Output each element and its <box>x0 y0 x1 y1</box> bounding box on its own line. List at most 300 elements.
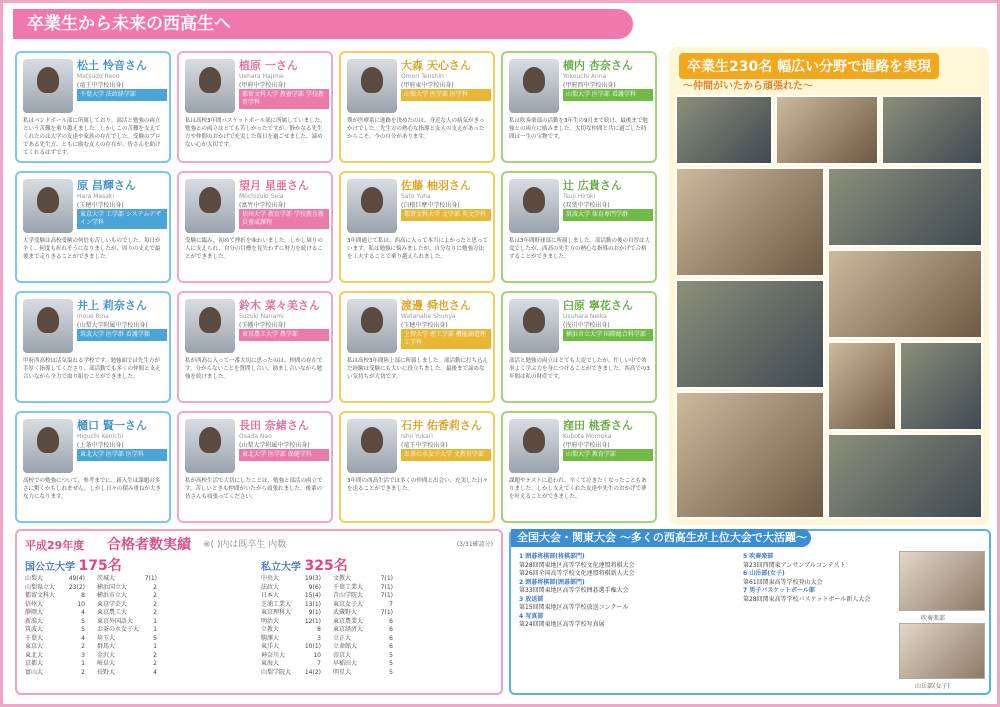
contest-item: 4 写真部 <box>519 612 544 620</box>
pass-count: 5 <box>153 634 157 642</box>
student-photo <box>23 419 73 473</box>
pass-count: 2 <box>153 609 157 616</box>
university-name: 駒澤大 <box>261 634 280 642</box>
student-photo <box>347 299 397 353</box>
pass-count: 6 <box>389 634 393 642</box>
university-name: 東北大 <box>25 651 44 659</box>
pass-count: 10(1) <box>304 643 321 650</box>
student-card <box>15 51 171 163</box>
result-row <box>261 575 321 584</box>
student-romaji: Suzuki Nanami <box>239 313 284 320</box>
student-name: 佐藤 柚羽さん <box>401 179 471 192</box>
result-row <box>261 609 321 618</box>
pass-count: 3 <box>317 634 321 642</box>
pass-count: 2 <box>153 660 157 667</box>
student-message: 私は3年間野球部に所属しました。部活動の後の自習は大変でしたが、西高の先生方の熱心な指導のおかげで合格することができました。 <box>509 238 651 260</box>
pass-count: 1 <box>81 660 85 667</box>
university-name: 東京理科大 <box>261 609 292 616</box>
contest-item: 第15回関東地区高等学校放送コンクール <box>519 604 629 611</box>
student-message: 3年間通じて私は、西高に入って本当によかったと思っています。私は勉強に悩みましたが、自分なりに勉強方法を工夫することで乗り越えられました。 <box>347 238 489 260</box>
photo-diploma <box>675 167 825 277</box>
student-message: 3年間の西高生活では多くの仲間と出会い、充実した日々を送ることができました。 <box>347 478 489 492</box>
university-name: 静岡大 <box>25 609 44 616</box>
result-row <box>25 592 85 601</box>
student-destination: お茶の水女子大学 文教育学部 <box>401 449 491 461</box>
student-origin-school: (白根巨摩中学校出身) <box>401 202 460 209</box>
student-message: 受験に臨み、初めて挫折を味わいました。しかし周りの人に支えられ、自分の目標を見失わずに努力を続けることができました。 <box>185 238 323 260</box>
private-list <box>261 575 321 677</box>
student-name: 渡邊 舜也さん <box>401 299 471 312</box>
student-card <box>15 411 171 523</box>
graduates-photo-panel <box>669 47 989 525</box>
contest-item: 第33回関東地区高等学校囲碁選手権大会 <box>519 587 629 594</box>
university-name: 日本大 <box>261 592 280 599</box>
result-row <box>261 660 321 669</box>
student-photo <box>509 419 559 473</box>
student-photo <box>347 179 397 233</box>
university-name: 山梨学院大 <box>261 668 292 676</box>
panel-title: 卒業生230名 幅広い分野で進路を実現 <box>679 53 939 79</box>
private-total: 325名 <box>304 558 348 574</box>
student-name: 井上 莉奈さん <box>77 299 147 312</box>
pass-count: 7(1) <box>380 592 393 599</box>
university-name: 明星大 <box>333 668 352 676</box>
university-name: 法政大 <box>261 583 280 591</box>
result-row <box>261 643 321 652</box>
contest-item: 第61回関東高等学校登山大会 <box>743 578 823 586</box>
pass-count: 5 <box>389 651 393 659</box>
university-name: 東京外国語大 <box>97 617 134 625</box>
university-name: 神奈川大 <box>261 651 286 659</box>
student-card <box>177 171 333 283</box>
result-row <box>97 592 157 601</box>
student-name: 窪田 桃香さん <box>563 419 633 432</box>
result-row <box>97 626 157 635</box>
university-name: 立教大 <box>261 626 280 633</box>
university-name: 新潟大 <box>25 617 44 625</box>
student-name: 原 昌輝さん <box>77 179 136 192</box>
result-row <box>25 652 85 661</box>
page-title: 卒業生から未来の西高生へ <box>13 9 633 39</box>
pass-count: 23(2) <box>68 583 85 591</box>
student-destination: 東北大学 医学部 保健学科 <box>239 449 329 461</box>
result-row <box>333 575 393 584</box>
photo-class-group <box>675 279 825 389</box>
result-row <box>261 652 321 661</box>
pass-count: 12(1) <box>304 617 321 625</box>
pass-count: 6 <box>389 626 393 633</box>
pass-count: 49(4) <box>68 575 85 582</box>
contest-item: 第28回関東高等学校バスケットボール新人大会 <box>743 595 871 603</box>
result-row <box>97 618 157 627</box>
university-name: お茶の水女子大 <box>97 626 140 633</box>
results-title: 合格者数実績 <box>107 537 191 553</box>
student-destination: 信州大学 教育学部 学校教育教員養成課程 <box>239 209 329 229</box>
contest-results <box>509 529 991 695</box>
pass-count: 9(1) <box>308 609 321 616</box>
student-name: 長田 奈緒さん <box>239 419 309 432</box>
student-message: 甲府西高校は活気溢れる学校です。勉強面では先生方が手厚く指導してくださり、部活動でも多くの仲間と支え合いながら全力で取り組むことができました。 <box>23 358 161 380</box>
university-name: 京都大 <box>25 660 44 667</box>
student-origin-school: (山梨大学附属中学校出身) <box>77 322 148 329</box>
student-destination: 山梨大学 教育学部 <box>563 449 653 461</box>
result-row <box>97 669 157 678</box>
photo-classroom <box>775 95 879 165</box>
pass-count: 7 <box>317 660 321 667</box>
student-destination: 上智大学 理工学部 機能創造理工学科 <box>401 329 491 349</box>
university-name: 立命館大 <box>333 643 358 650</box>
pass-count: 14(2) <box>304 668 321 676</box>
university-name: 東京経済大 <box>333 626 364 633</box>
result-row <box>97 643 157 652</box>
student-message: 私は高校3年間陸上部に所属しました。部活動に打ち込んだ経験は受験にも大いに役立ちました。最後まで諦めない気持ちが大切です。 <box>347 358 489 380</box>
result-row <box>333 618 393 627</box>
pass-count: 5 <box>81 626 85 633</box>
photo-friends <box>675 391 825 519</box>
student-name: 樋口 賢一さん <box>77 419 147 432</box>
student-card <box>339 171 495 283</box>
student-name: 辻 広貴さん <box>563 179 622 192</box>
contest-item: 第24回関東地区高等学校写真展 <box>519 621 605 628</box>
student-origin-school: (玉穂中学校出身) <box>401 322 448 329</box>
university-name: 山梨大 <box>25 575 44 582</box>
result-row <box>333 584 393 593</box>
result-row <box>25 609 85 618</box>
student-destination: 東京農工大学 農学部 <box>239 329 329 341</box>
national-list <box>25 575 85 677</box>
contest-item: 5 吹奏楽部 <box>743 553 774 560</box>
result-row <box>333 669 393 678</box>
student-destination: 都留文科大学 文学部 英文学科 <box>401 209 491 221</box>
result-row <box>333 652 393 661</box>
student-name: 大森 天心さん <box>401 59 471 72</box>
result-row <box>261 618 321 627</box>
result-row <box>97 575 157 584</box>
university-name: 岐阜大 <box>97 660 116 667</box>
student-message: 私が高校生活で大切にしたことは、勉強と部活の両立です。苦しいときも仲間がいたから頑張れました。後輩の皆さんも頑張ってください。 <box>185 478 323 500</box>
student-message: 僕が医療系に進路を決めたのは、身近な人の病気がきっかけでした。先生方の熱心な指導と友人の支えがあったからこそ、今の自分があります。 <box>347 118 485 140</box>
result-row <box>97 609 157 618</box>
student-destination: 横浜市立大学 国際総合科学部 <box>563 329 653 341</box>
contest-item: 第23回西関東アンサンブルコンテスト <box>743 561 846 569</box>
result-row <box>333 592 393 601</box>
pass-count: 2 <box>153 651 157 659</box>
student-destination: 山梨大学 医学部 看護学科 <box>563 89 653 101</box>
student-card <box>15 291 171 403</box>
student-card <box>501 51 657 163</box>
student-photo <box>347 59 397 113</box>
student-name: 石井 佑香莉さん <box>401 419 482 432</box>
student-message: 私はバンドボール部に所属しており、部活と勉強の両立という苦難を乗り越えました。しかしこの苦難を支えてくれたのは大学の友達や家族の存在でした。受験のプロである先生方、ともに励む友人の存在が、皆さんを助けてくれるはずです。 <box>23 118 161 156</box>
pass-count: 15(4) <box>304 592 321 599</box>
student-photo <box>185 299 235 353</box>
result-row <box>25 669 85 678</box>
university-name: 東海大 <box>261 660 280 667</box>
result-row <box>97 652 157 661</box>
student-origin-school: (甲府中学校出身) <box>239 82 286 89</box>
student-romaji: Matsudo Reon <box>77 73 120 80</box>
student-photo <box>185 419 235 473</box>
national-list <box>97 575 157 677</box>
student-origin-school: (富竹中学校出身) <box>239 202 286 209</box>
student-origin-school: (山梨大学附属中学校出身) <box>239 442 310 449</box>
student-card <box>339 51 495 163</box>
student-destination: 筑波大学 医学群 看護学類 <box>77 329 167 341</box>
student-destination: 都留文科大学 教養学部 学校教育学科 <box>239 89 329 109</box>
private-list <box>333 575 393 677</box>
pass-count: 10 <box>77 600 85 608</box>
pass-count: 6 <box>389 617 393 625</box>
contest-item: 第28回関東地区高等学校文化連盟将棋大会 <box>519 561 635 569</box>
pass-count: 2 <box>153 592 157 599</box>
results-year: 平成29年度 <box>25 539 85 552</box>
student-origin-school: (竜王中学校出身) <box>401 442 448 449</box>
university-name: 中央大 <box>261 575 280 582</box>
pass-count: 9(6) <box>308 583 321 591</box>
pass-count: 1 <box>153 643 157 650</box>
university-name: 青山学院大 <box>333 592 364 599</box>
university-name: 東京農工大 <box>97 609 128 616</box>
university-name: 立正大 <box>333 634 352 642</box>
student-romaji: Omori Tenshin <box>401 73 444 80</box>
contest-list-right <box>743 553 893 604</box>
university-name: 東京農業大 <box>333 617 364 625</box>
student-photo <box>347 419 397 473</box>
university-name: 芝浦工業大 <box>261 600 292 608</box>
panel-subtitle: 〜仲間がいたから頑張れた〜 <box>683 81 813 92</box>
student-destination: 筑波大学 体育専門学群 <box>563 209 653 221</box>
result-row <box>25 660 85 669</box>
student-romaji: Osada Nao <box>239 433 272 440</box>
student-message: 部活と勉強の両立はとても大変でしたが、忙しい中で効率よく学ぶ力を身につけることができました。西高での3年間は私の財産です。 <box>509 358 650 380</box>
result-row <box>25 635 85 644</box>
student-photo <box>23 59 73 113</box>
student-romaji: Sato Yuha <box>401 193 431 200</box>
pass-count: 4 <box>153 668 157 676</box>
pass-count: 2 <box>153 583 157 591</box>
pass-count: 13(1) <box>304 600 321 608</box>
university-name: 金沢大 <box>97 651 116 659</box>
student-card <box>177 291 333 403</box>
university-name: 帝京大 <box>333 651 352 659</box>
student-origin-school: (玉穂中学校出身) <box>77 202 124 209</box>
pass-count: 7(1) <box>380 575 393 582</box>
university-name: 山梨県立大 <box>25 583 56 591</box>
student-name: 鈴木 菜々美さん <box>239 299 320 312</box>
student-romaji: Hara Masaki <box>77 193 115 200</box>
university-name: 埼玉大 <box>97 634 116 642</box>
pass-count: 7(1) <box>380 583 393 591</box>
university-name: 東京学芸大 <box>97 600 128 608</box>
student-card <box>501 291 657 403</box>
pass-count: 7 <box>389 600 393 608</box>
student-romaji: Watanabe Shunya <box>401 313 456 320</box>
pass-count: 8 <box>317 626 321 633</box>
result-row <box>25 618 85 627</box>
result-row <box>97 601 157 610</box>
caption-brass-band: 吹奏楽部 <box>921 615 946 622</box>
photo-blackboard <box>827 249 983 339</box>
photo-students-walk <box>827 167 983 247</box>
student-origin-school: (浅川中学校出身) <box>563 322 610 329</box>
pass-count: 5 <box>389 660 393 667</box>
student-photo <box>23 299 73 353</box>
contest-item: 1 囲碁将棋部(将棋部門) <box>519 553 585 560</box>
pass-count: 4 <box>81 634 85 642</box>
pass-count: 2 <box>81 643 85 650</box>
photo-large-group <box>827 433 983 519</box>
student-photo <box>509 179 559 233</box>
student-message: 高校での勉強について、参考までに、新入生は課題の多さに驚くかもしれません。しかし日々の積み重ねが大きな力になります。 <box>23 478 161 500</box>
result-row <box>333 660 393 669</box>
student-name: 松土 怜音さん <box>77 59 147 72</box>
result-row <box>333 601 393 610</box>
pass-count: 10 <box>313 651 321 659</box>
pass-count: 7(1) <box>144 575 157 582</box>
student-romaji: Usuhara Neika <box>563 313 607 320</box>
national-heading <box>25 555 122 575</box>
results-note: ※( )内は既卒生 内数 <box>203 540 287 550</box>
result-row <box>261 601 321 610</box>
contest-item: 第26回全国高等学校文化連盟将棋新人大会 <box>519 570 635 577</box>
university-name: 東京女子大 <box>333 600 364 608</box>
result-row <box>25 584 85 593</box>
student-name: 望月 星亜さん <box>239 179 309 192</box>
photo-brass-band <box>899 551 985 611</box>
pass-count: 2 <box>81 668 85 676</box>
national-label: 国公立大学 <box>25 562 75 573</box>
student-grid <box>15 51 663 525</box>
student-name: 臼原 寧花さん <box>563 299 633 312</box>
result-row <box>25 626 85 635</box>
university-name: 東洋大 <box>261 643 280 650</box>
results-date: (3/31確認分) <box>456 541 493 548</box>
student-romaji: Kubota Momoka <box>563 433 612 440</box>
pass-count: 8 <box>81 592 85 599</box>
student-message: 私は高校3年間バスケットボール部に所属していました。勉強との両立はとても苦しかったですが、静かなる先生方や仲間のおかげで充実した毎日を過ごせました。諦めない心が大切です。 <box>185 118 326 148</box>
photo-mountain-club <box>899 623 985 679</box>
result-row <box>261 584 321 593</box>
student-origin-school: (上条中学校出身) <box>77 442 124 449</box>
university-name: 早稲田大 <box>333 660 358 667</box>
student-romaji: Yokouchi Anna <box>563 73 607 80</box>
contest-item: 3 放送部 <box>519 595 544 603</box>
student-origin-school: (甲府中学校出身) <box>563 442 610 449</box>
university-name: 千葉工業大 <box>333 583 364 591</box>
result-row <box>25 601 85 610</box>
student-origin-school: (竜王中学校出身) <box>77 82 124 89</box>
pass-count: 3 <box>81 651 85 659</box>
student-message: 課題やテストに追われ、辛くて泣きたくなったこともありました。しかし支えてくれた友達や先生のおかげで夢を叶えることができました。 <box>509 478 647 500</box>
student-destination: 山梨大学 医学部 医学科 <box>401 89 491 101</box>
student-origin-school: (玉幡中学校出身) <box>239 322 286 329</box>
university-name: 千葉大 <box>25 634 44 642</box>
university-name: 茨城大 <box>97 575 116 582</box>
photo-graduation-ceremony <box>675 95 773 165</box>
result-row <box>97 660 157 669</box>
student-photo <box>185 59 235 113</box>
student-photo <box>185 179 235 233</box>
university-name: 富山大 <box>25 668 44 676</box>
national-total: 175名 <box>78 558 122 574</box>
student-card <box>501 171 657 283</box>
pass-count: 7(1) <box>380 609 393 616</box>
photo-hall <box>881 95 983 165</box>
private-label: 私立大学 <box>261 562 301 573</box>
university-name: 東京大 <box>25 643 44 650</box>
student-destination: 千葉大学 法政経学部 <box>77 89 167 101</box>
university-name: 明治大 <box>261 617 280 625</box>
student-origin-school: (甲府西中学校出身) <box>563 82 616 89</box>
student-romaji: Uehara Hajime <box>239 73 284 80</box>
student-card <box>339 411 495 523</box>
result-row <box>261 626 321 635</box>
student-romaji: Tsuji Hiroki <box>563 193 596 200</box>
student-origin-school: (双葉中学校出身) <box>563 202 610 209</box>
student-romaji: Higuchi Kenichi <box>77 433 124 440</box>
result-row <box>261 592 321 601</box>
contest-item: 7 男子バスケットボール部 <box>743 587 815 594</box>
university-name: 都留文科大 <box>25 592 56 599</box>
university-name: 武蔵野大 <box>333 609 358 616</box>
photo-statue <box>827 341 897 431</box>
result-row <box>333 635 393 644</box>
contest-title: 全国大会・関東大会 〜多くの西高生が上位大会で大活躍〜 <box>511 529 811 547</box>
pass-count: 4 <box>81 609 85 616</box>
result-row <box>261 635 321 644</box>
student-message: 私が西高に入って一番大切に思ったのは、仲間の存在です。分からないことを質問し合い、励まし合いながら勉強を続けました。 <box>185 358 323 380</box>
pass-count: 2 <box>153 600 157 608</box>
university-name: 横浜国立大 <box>97 583 128 591</box>
university-name: 群馬大 <box>97 643 116 650</box>
university-name: 筑波大 <box>25 626 44 633</box>
student-card <box>501 411 657 523</box>
university-name: 文教大 <box>333 575 352 582</box>
result-row <box>97 584 157 593</box>
student-destination: 東京大学 工学部 システムデザイン学科 <box>77 209 167 229</box>
student-photo <box>509 59 559 113</box>
student-romaji: Ishii Yukari <box>401 433 433 440</box>
student-origin-school: (甲府東中学校出身) <box>401 82 454 89</box>
student-photo <box>23 179 73 233</box>
contest-item: 2 囲碁将棋部(囲碁部門) <box>519 578 585 586</box>
contest-item: 6 山岳部(女子) <box>743 570 785 577</box>
result-row <box>333 643 393 652</box>
student-message: 大学受験は高校受験の何倍も苦しいものでした。毎日が辛く、何度も折れそうになりましたが、周りの支えで最後まで走りきることができました。 <box>23 238 161 260</box>
university-name: 信州大 <box>25 600 44 608</box>
pass-count: 5 <box>81 617 85 625</box>
student-destination: 東北大学 医学部 医学科 <box>77 449 167 461</box>
student-romaji: Mochizuki Seia <box>239 193 284 200</box>
result-row <box>333 609 393 618</box>
caption-mountain-club: 山岳部(女子) <box>915 683 950 690</box>
student-card <box>177 411 333 523</box>
university-name: 横浜市立大 <box>97 592 128 599</box>
result-row <box>25 643 85 652</box>
result-row <box>97 635 157 644</box>
result-row <box>333 626 393 635</box>
student-name: 横内 杏奈さん <box>563 59 633 72</box>
pass-count: 1 <box>153 617 157 625</box>
result-row <box>25 575 85 584</box>
pass-count: 19(3) <box>304 575 321 582</box>
student-card <box>177 51 333 163</box>
student-romaji: Inoue Rina <box>77 313 109 320</box>
student-card <box>15 171 171 283</box>
result-row <box>261 669 321 678</box>
pass-count: 6 <box>389 643 393 650</box>
pass-count: 1 <box>153 626 157 633</box>
